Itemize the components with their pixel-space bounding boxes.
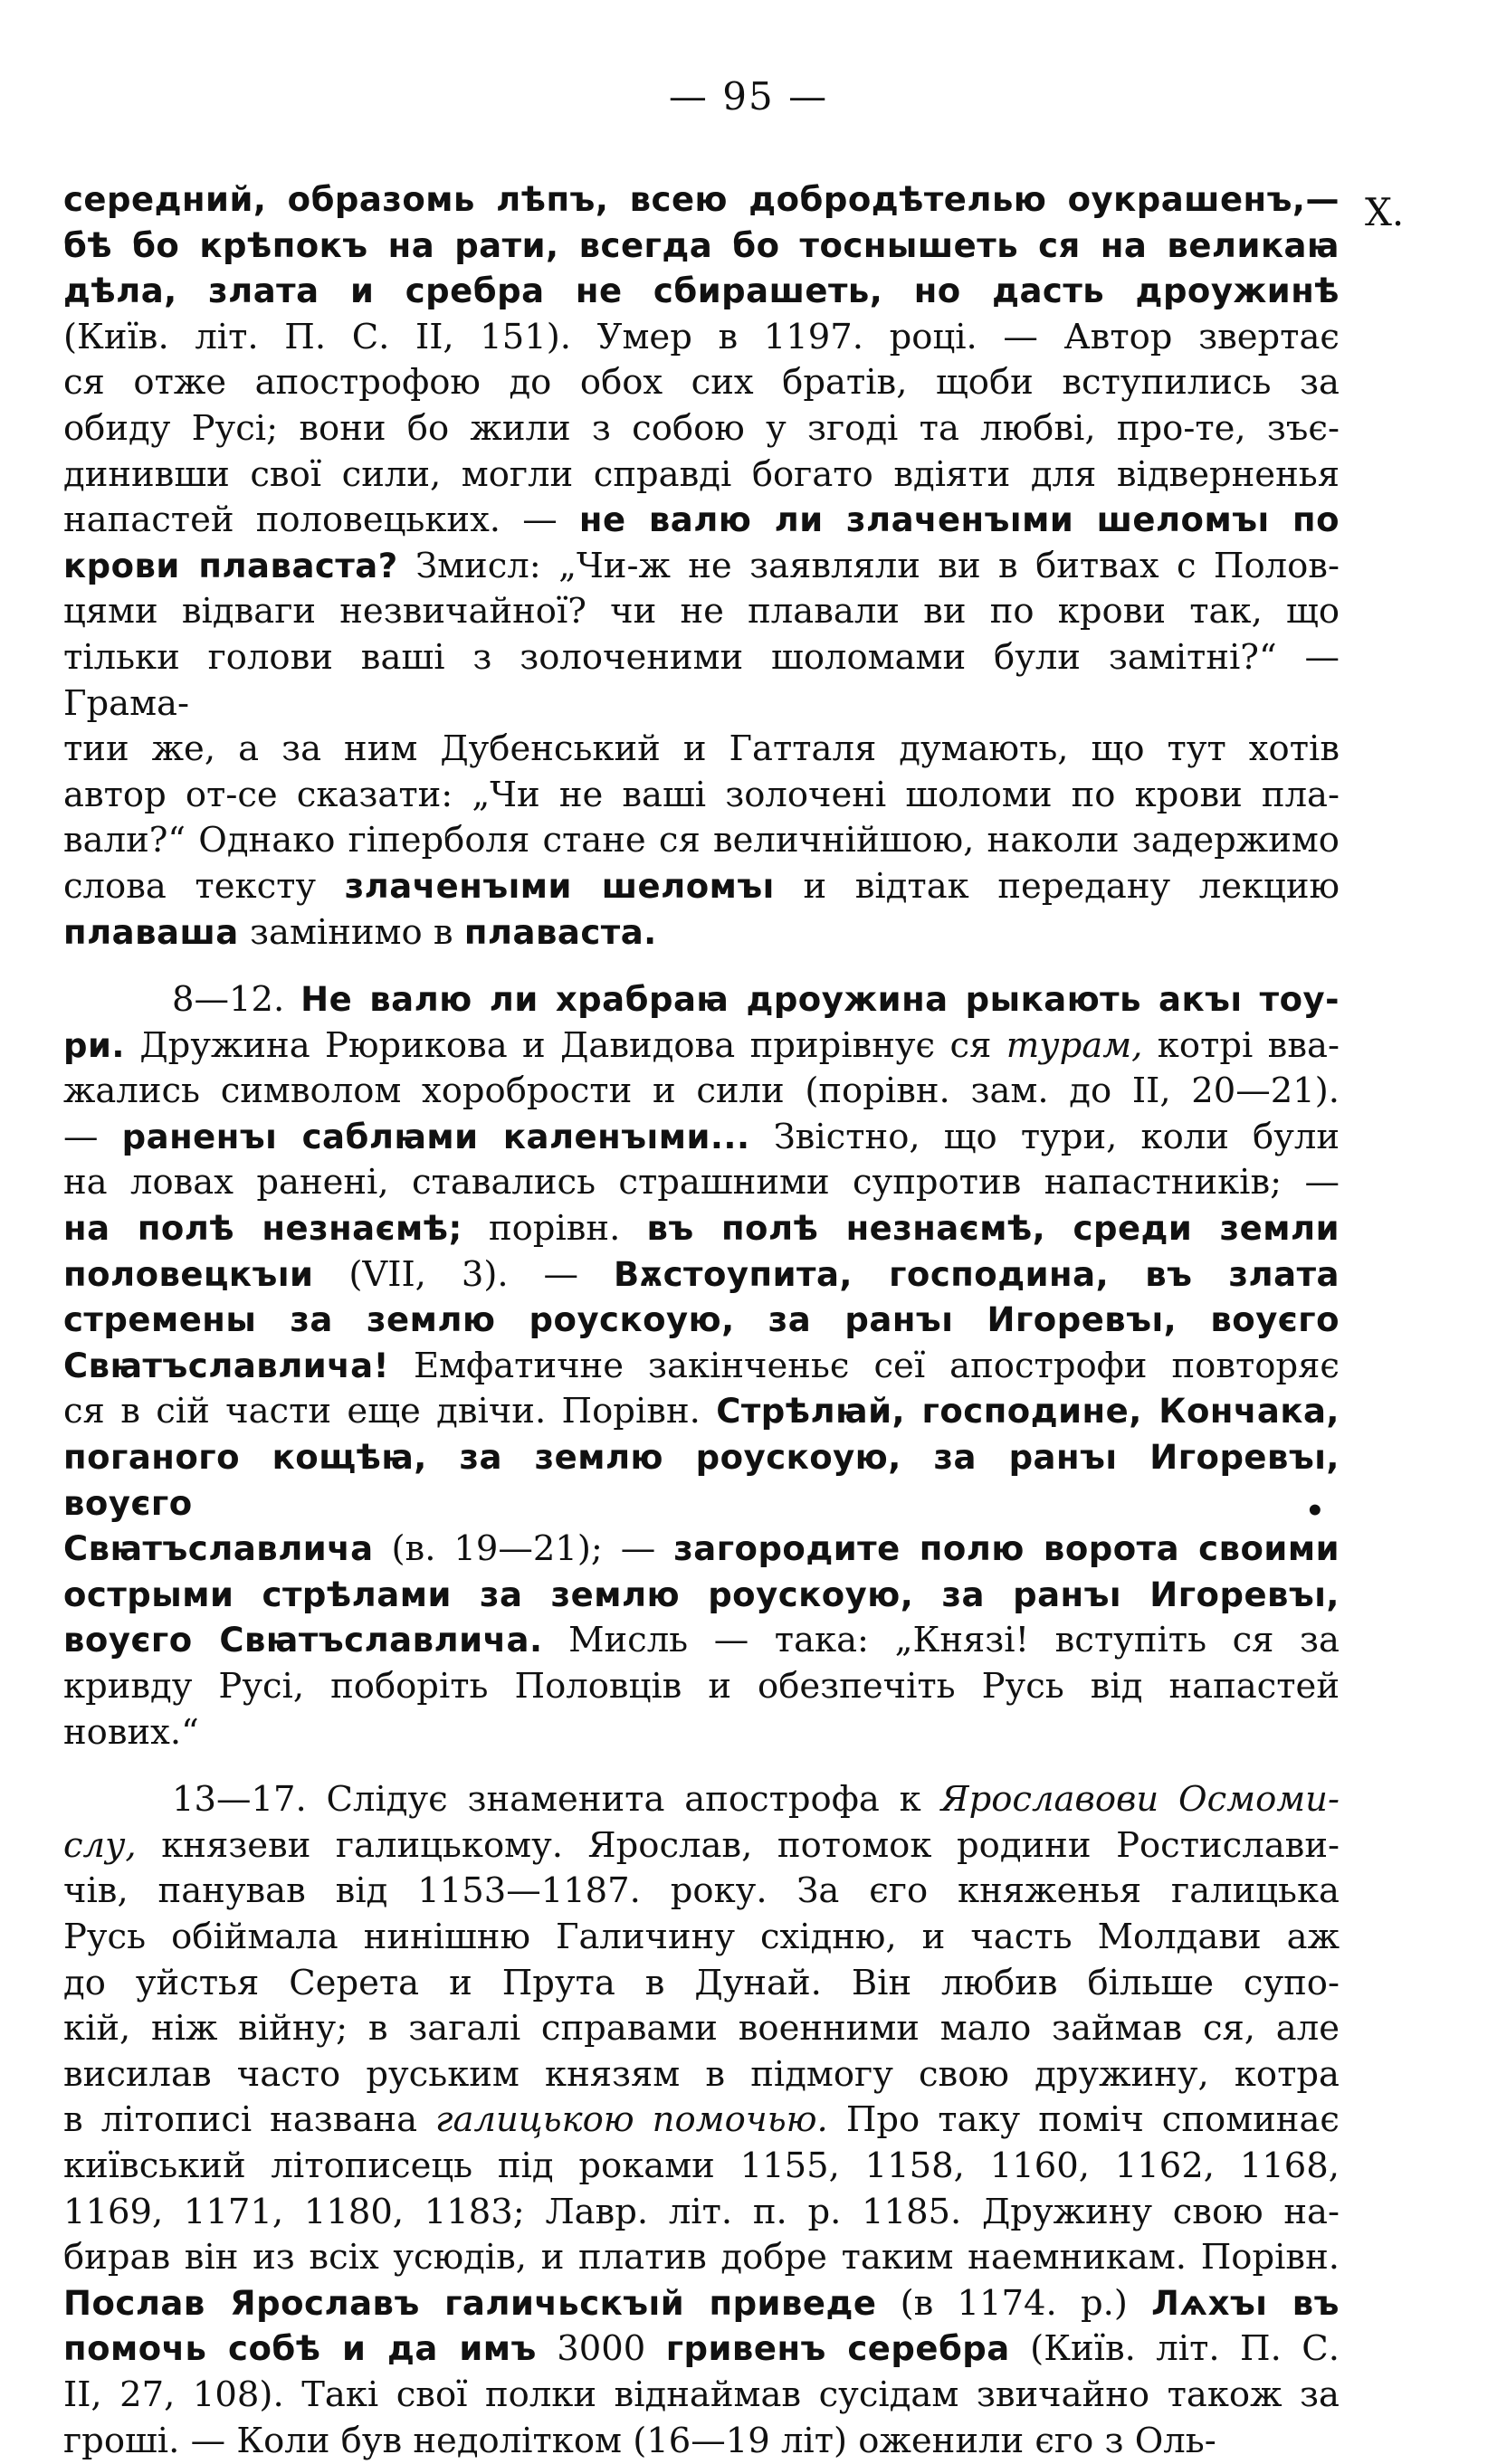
text-segment: Свꙗтъславлича: [63, 1529, 374, 1568]
text-line: [63, 544, 1340, 590]
text-segment: котрі вва-: [1142, 1025, 1340, 1066]
text-segment: крови плаваста?: [63, 547, 398, 585]
text-line: [63, 2419, 1340, 2464]
text-segment: турам,: [1006, 1025, 1143, 1066]
body-text: [63, 177, 1340, 2464]
text-line: [63, 360, 1340, 406]
text-segment: автор от-се сказати: „Чи не ваші золочені шоломи по крови пла-: [63, 775, 1340, 815]
text-line: [63, 1573, 1340, 1619]
text-segment: напастей половецьких. —: [63, 499, 579, 540]
text-line: [63, 1206, 1340, 1252]
text-segment: воуєго Свꙗтъславлича.: [63, 1621, 543, 1660]
text-line: [63, 1435, 1340, 1527]
text-line: [63, 773, 1340, 819]
text-segment: динивши свої сили, могли справді богато вдіяти для відверненья: [63, 454, 1340, 495]
text-segment: острыми стрѣлами за землю роускоую, за ранъı Игоревъı,: [63, 1575, 1340, 1614]
text-line: [63, 2144, 1340, 2190]
text-line: [63, 1710, 1340, 1756]
text-segment: Звістно, що тури, коли були: [750, 1117, 1340, 1157]
text-segment: половецкъıи: [63, 1255, 313, 1294]
text-line: [63, 1664, 1340, 1710]
text-segment: (Київ. літ. П. С. ІІ, 151). Умер в 1197. році. — Автор звертає: [63, 317, 1340, 357]
text-segment: тии же, а за ним Дубенський и Гатталя думають, що тут хотів: [63, 728, 1340, 769]
text-line: [63, 224, 1340, 270]
text-segment: (VII, 3). —: [313, 1254, 614, 1295]
text-segment: нових.“: [63, 1712, 199, 1753]
text-line: [63, 864, 1340, 910]
text-segment: 1169, 1171, 1180, 1183; Лавр. літ. п. р. 1185. Дружину свою на-: [63, 2192, 1340, 2232]
text-segment: висилав часто руським князям в підмогу свою дружину, котра: [63, 2054, 1340, 2095]
text-line: [63, 2006, 1340, 2052]
text-segment: раненъı саблꙗми каленъıми...: [122, 1118, 750, 1156]
text-line: [63, 2190, 1340, 2236]
text-segment: обиду Русі; вони бо жили з собою у згоді та любві, про-те, зъє-: [63, 408, 1340, 449]
text-segment: Послав Ярославъ галичьскъıй приведе: [63, 2284, 876, 2323]
text-segment: кривду Русі, поборіть Половців и обезпечіть Русь від напастей: [63, 1666, 1340, 1707]
text-segment: Стрѣлꙗй, господине, Кончака,: [716, 1392, 1340, 1431]
text-segment: на полѣ незнаємѣ;: [63, 1209, 462, 1248]
text-segment: помочь собѣ и да имъ: [63, 2329, 537, 2368]
text-segment: в літописі названа: [63, 2099, 435, 2140]
text-line: [63, 1160, 1340, 1206]
text-segment: Русь обіймала нинішню Галичину східню, и часть Молдави аж: [63, 1917, 1340, 1957]
text-segment: плаваша: [63, 913, 239, 952]
text-segment: Емфатичне закінченьє сеї апострофи повторяє: [389, 1346, 1340, 1386]
text-segment: (Київ. літ. П. С.: [1010, 2328, 1340, 2369]
text-segment: загородите полю ворота своими: [673, 1529, 1340, 1568]
text-segment: Мисль — така: „Князі! вступіть ся за: [543, 1620, 1340, 1660]
text-line: [63, 727, 1340, 773]
text-segment: Не валю ли храбраꙗ дроужина рыкають акъı тоу-: [300, 980, 1340, 1019]
text-line: [63, 1069, 1340, 1115]
text-line: [63, 1777, 1340, 1823]
text-line: [63, 910, 1340, 956]
text-segment: Про таку поміч споминає: [828, 2099, 1340, 2140]
text-segment: жались символом хоробрости и сили (порівн. зам. до ІІ, 20—21).: [63, 1070, 1340, 1111]
text-line: [63, 1823, 1340, 1869]
text-line: [63, 2235, 1340, 2281]
text-segment: ся отже апострофою до обох сих братів, щоби вступились за: [63, 362, 1340, 403]
text-line: [63, 1389, 1340, 1435]
text-segment: не валю ли злаченъıми шеломъı по: [579, 500, 1340, 539]
text-segment: ІІ, 27, 108). Такі свої полки віднаймав сусідам звичайно також за: [63, 2374, 1340, 2415]
margin-marker: X.: [1365, 190, 1404, 234]
text-segment: середний, образомь лѣпъ, всею добродѣтелью оукрашенъ,—: [63, 180, 1340, 219]
text-line: [63, 1961, 1340, 2007]
text-line: [63, 2326, 1340, 2373]
text-segment: Свꙗтъславлича!: [63, 1346, 389, 1385]
text-segment: слова тексту: [63, 866, 345, 907]
text-line: [63, 1618, 1340, 1664]
text-segment: Ярославови Осмоми-: [940, 1779, 1340, 1820]
text-segment: слу,: [63, 1825, 137, 1866]
text-segment: порівн.: [462, 1208, 647, 1249]
text-segment: Дружина Рюрикова и Давидова прирівнує ся: [125, 1025, 1006, 1066]
text-segment: Лѧхъı въ: [1151, 2284, 1340, 2323]
text-line: [63, 2373, 1340, 2419]
text-segment: стремены за землю роускоую, за ранъı Игоревъı, воуєго: [63, 1300, 1340, 1339]
text-segment: цями відваги незвичайної? чи не плавали ви по крови так, що: [63, 591, 1340, 632]
text-segment: и відтак передану лекцию: [775, 866, 1340, 907]
text-line: [63, 1023, 1340, 1070]
text-line: [63, 1527, 1340, 1573]
text-segment: дѣла, злата и сребра не сбирашеть, но дасть дроужинѣ: [63, 271, 1340, 310]
text-segment: ся в сій части еще двічи. Порівн.: [63, 1391, 716, 1432]
text-segment: Змисл: „Чи-ж не заявляли ви в битвах с Полов-: [398, 546, 1340, 586]
text-segment: (в. 19—21); —: [374, 1528, 674, 1569]
text-segment: 3000: [537, 2328, 666, 2369]
text-segment: поганого кощѣꙗ, за землю роускоую, за ранъı Игоревъı, воуєго: [63, 1438, 1340, 1523]
text-line: [63, 498, 1340, 544]
text-line: [63, 269, 1340, 315]
text-line: [63, 452, 1340, 499]
text-line: [63, 977, 1340, 1023]
text-segment: 13—17. Слідує знаменита апострофа к: [172, 1779, 940, 1820]
text-line: [63, 1298, 1340, 1344]
text-segment: бирав він из всіх усюдів, и платив добре таким наемникам. Порівн.: [63, 2237, 1340, 2278]
text-line: [63, 177, 1340, 224]
text-segment: ри.: [63, 1026, 125, 1065]
text-segment: плаваста.: [464, 913, 657, 952]
text-line: [63, 635, 1340, 727]
text-segment: вали?“ Однако гіперболя стане ся величнійшою, наколи задержимо: [63, 820, 1340, 861]
text-segment: до уйстья Серета и Прута в Дунай. Він любив більше супо-: [63, 1963, 1340, 2003]
text-segment: злаченъıми шеломъı: [345, 867, 775, 906]
text-segment: на ловах ранені, ставались страшними супротив напастників; —: [63, 1162, 1340, 1203]
text-segment: въ полѣ незнаємѣ, среди земли: [646, 1209, 1340, 1248]
text-segment: галицькою помочью.: [435, 2099, 828, 2140]
text-line: [63, 1252, 1340, 1299]
text-segment: гривенъ серебра: [666, 2329, 1010, 2368]
text-line: [63, 406, 1340, 452]
text-line: [63, 2098, 1340, 2144]
text-segment: кій, ніж війну; в загалі справами военними мало займав ся, але: [63, 2008, 1340, 2049]
text-line: [63, 1869, 1340, 1915]
text-segment: тільки голови ваші з золоченими шоломами були замітні?“ — Грама-: [63, 637, 1340, 724]
text-line: [63, 1115, 1340, 1161]
text-line: [63, 315, 1340, 361]
text-line: [63, 1915, 1340, 1961]
text-line: [63, 818, 1340, 864]
text-line: [63, 589, 1340, 635]
text-segment: гроші. — Коли був недолітком (16—19 літ) оженили єго з Оль-: [63, 2421, 1216, 2461]
ink-dot: •: [1305, 1493, 1325, 1529]
text-segment: князеви галицькому. Ярослав, потомок родини Ростислави-: [137, 1825, 1340, 1866]
text-segment: 8—12.: [172, 979, 300, 1020]
text-segment: Вѫстоупита, господина, въ злата: [614, 1255, 1340, 1294]
text-segment: замінимо в: [239, 912, 464, 953]
text-segment: (в 1174. р.): [876, 2283, 1151, 2324]
text-line: [63, 2052, 1340, 2098]
page-number: — 95 —: [0, 74, 1497, 119]
text-segment: чів, панував від 1153—1187. року. За єго княженья галицька: [63, 1870, 1340, 1911]
text-line: [63, 2281, 1340, 2327]
text-line: [63, 1344, 1340, 1390]
text-segment: київський літописець під роками 1155, 1158, 1160, 1162, 1168,: [63, 2145, 1340, 2186]
text-segment: —: [63, 1117, 122, 1157]
text-segment: бѣ бо крѣпокъ на рати, всегда бо тоснышеть ся на великаꙗ: [63, 226, 1340, 265]
